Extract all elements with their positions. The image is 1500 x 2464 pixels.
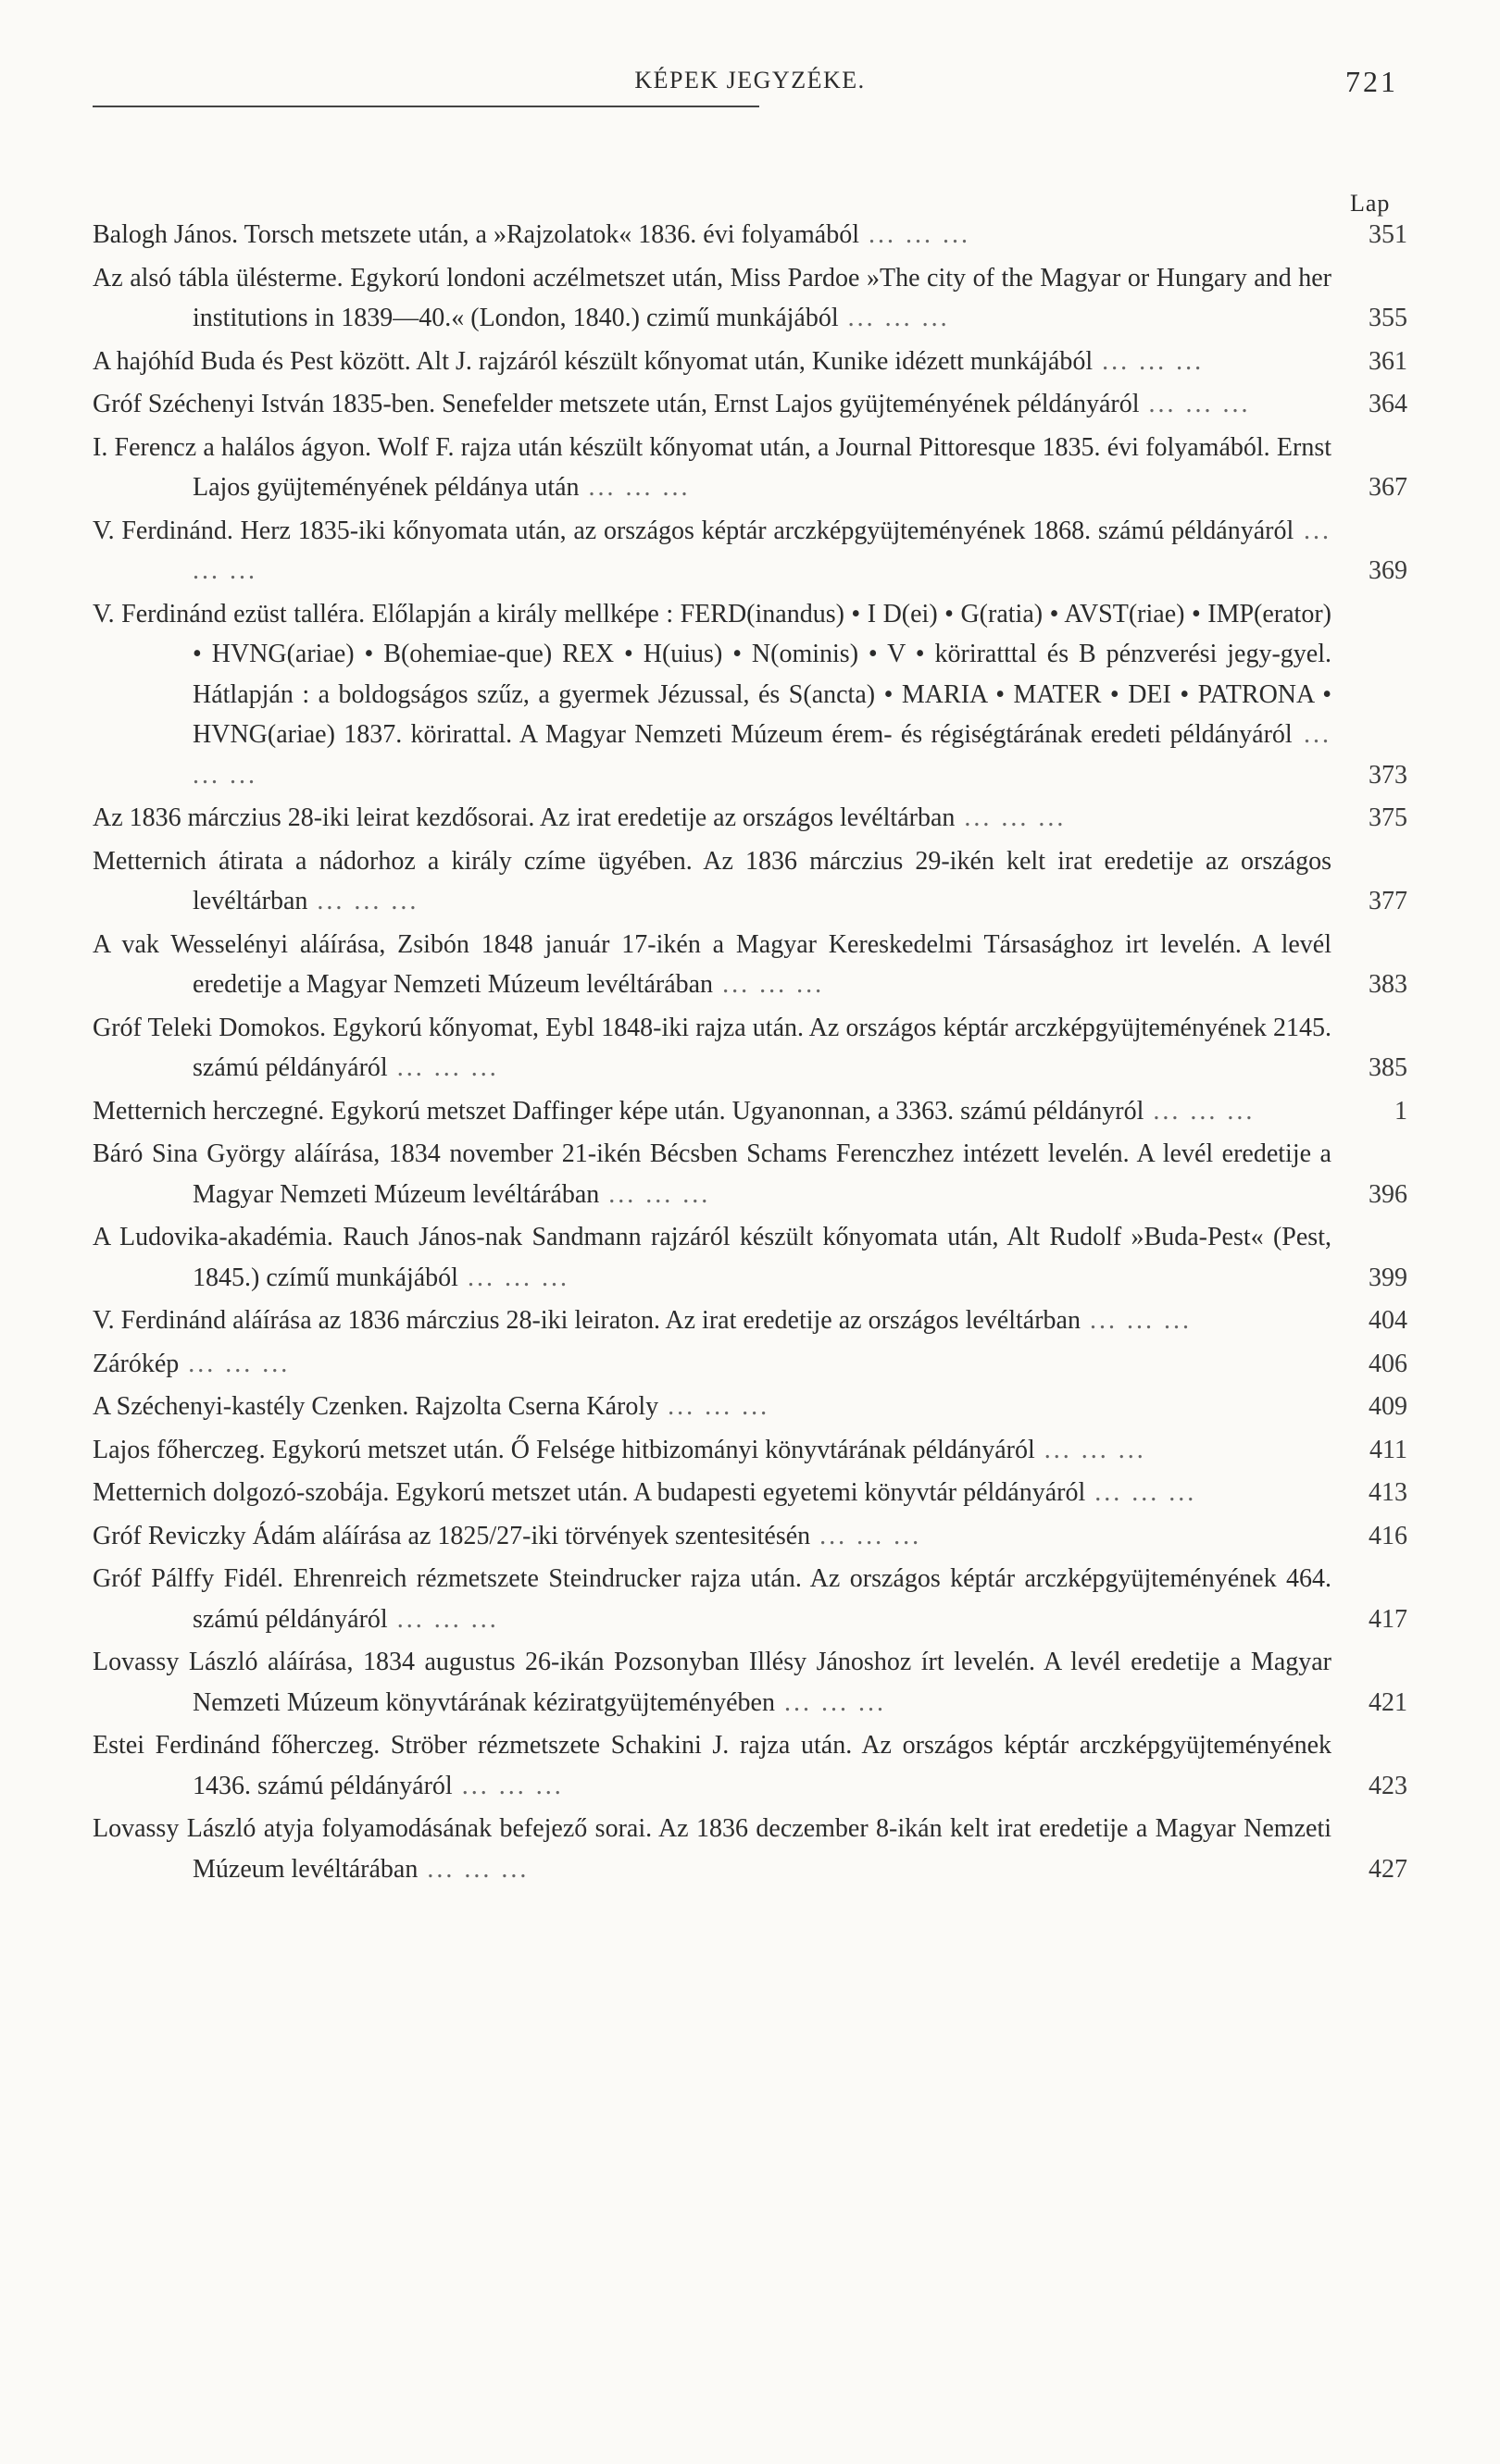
entry-description: Gróf Pálffy Fidél. Ehrenreich rézmetszete Steindrucker rajza után. Az országos képtár arczképgyüjteményének 464. számú példányáról [93,1564,1331,1634]
list-item [93,841,1407,922]
dot-leader: ... ... ... [658,1392,770,1421]
dot-leader: ... ... ... [387,1604,499,1634]
entry-description: A Ludovika-akadémia. Rauch János-nak Sandmann rajzáról készült kőnyomata után, Alt Rudolf »Buda-Pest« (Pest, 1845.) czímű munkájából [93,1223,1331,1292]
dot-leader: ... ... ... [810,1521,922,1550]
dot-leader: ... ... ... [452,1771,564,1800]
entry-description: A hajóhíd Buda és Pest között. Alt J. rajzáról készült kőnyomat után, Kunike idézett munkájából [93,346,1094,376]
list-item [93,1008,1407,1089]
entry-description: Gróf Reviczky Ádám aláírása az 1825/27-iki törvények szentesitésén [93,1521,811,1550]
list-item [93,1809,1407,1889]
entry-page-number: 375 [1369,803,1407,832]
list-item [93,594,1407,796]
entry-description: Estei Ferdinánd főherczeg. Ströber rézmetszete Schakini J. rajza után. Az országos képtár arczképgyüjteményének 1436. számú példányáról [93,1731,1331,1800]
dot-leader: ... ... ... [1139,390,1251,418]
entry-page-number: 361 [1369,346,1407,376]
list-item [93,798,1407,839]
entry-page-number: 369 [1369,556,1407,585]
list-item [93,258,1407,339]
page-column-label: Lap [1350,190,1391,217]
dot-leader: ... ... ... [1093,346,1205,376]
entry-description: Metternich dolgozó-szobája. Egykorú metszet után. A budapesti egyetemi könyvtár példányáról [93,1478,1086,1507]
entry-page-number: 416 [1369,1521,1407,1550]
entry-page-number: 351 [1369,220,1407,249]
entry-page-number: 364 [1369,390,1407,418]
entry-description: Báró Sina György aláírása, 1834 november 21-ikén Bécsben Schams Ferenczhez intézett levelén. A levél eredetije a Magyar Nemzeti Múzeum levéltárában [93,1139,1331,1209]
dot-leader: ... ... ... [579,473,691,502]
list-item [93,1217,1407,1298]
entry-page-number: 427 [1369,1854,1407,1884]
page-number: 721 [1345,65,1398,98]
entry-description: Lovassy László aláírása, 1834 augustus 26-ikán Pozsonyban Illésy Jánoshoz írt levelén. A levél eredetije a Magyar Nemzeti Múzeum könyvtárának kéziratgyüjteményében [93,1648,1331,1717]
list-item [93,1134,1407,1214]
dot-leader: ... ... ... [1085,1478,1197,1507]
entry-page-number: 413 [1369,1478,1407,1507]
entry-description: Az 1836 márczius 28-iki leirat kezdősorai. Az irat eredetije az országos levéltárban [93,803,956,832]
dot-leader: ... ... ... [713,970,825,999]
entry-description: Lajos főherczeg. Egykorú metszet után. Ő Felsége hitbizományi könyvtárának példányáról [93,1435,1035,1464]
running-title: KÉPEK JEGYZÉKE. [634,67,866,93]
dot-leader: ... ... ... [387,1053,499,1082]
dot-leader: ... ... ... [859,220,970,249]
entry-description: Zárókép [93,1349,180,1378]
entry-description: A vak Wesselényi aláírása, Zsibón 1848 január 17-ikén a Magyar Kereskedelmi Társasághoz irt levelén. A levél eredetije a Magyar Nemzeti Múzeum levéltárában [93,929,1331,999]
list-item [93,215,1407,255]
entry-description: Gróf Teleki Domokos. Egykorú kőnyomat, Eybl 1848-iki rajza után. Az országos képtár arczképgyüjteményének 2145. számú példányáról [93,1013,1331,1082]
dot-leader: ... ... ... [1034,1435,1146,1464]
header-rule [93,106,759,107]
entry-page-number: 417 [1369,1604,1407,1634]
dot-leader: ... ... ... [193,720,1331,790]
list-item [93,384,1407,425]
entry-page-number: 399 [1369,1263,1407,1292]
entry-page-number: 1 [1394,1096,1407,1126]
entry-page-number: 377 [1369,887,1407,915]
entry-description: Az alsó tábla ülésterme. Egykorú londoni aczélmetszet után, Miss Pardoe »The city of the Magyar or Hungary and her institutions in 1839—40.« (London, 1840.) czimű munkájából [93,263,1331,332]
entry-description: Metternich átirata a nádorhoz a király czíme ügyében. Az 1836 márczius 29-ikén kelt irat eredetije az országos levéltárban [93,846,1331,915]
list-item [93,1344,1407,1385]
entry-description: Metternich herczegné. Egykorú metszet Daffinger képe után. Ugyanonnan, a 3363. számú példányról [93,1096,1144,1126]
entry-page-number: 409 [1369,1392,1407,1421]
illustration-list [93,215,1407,1892]
list-item [93,428,1407,508]
entry-page-number: 355 [1369,304,1407,332]
entry-page-number: 383 [1369,970,1407,999]
list-item [93,1642,1407,1723]
dot-leader: ... ... ... [774,1687,886,1717]
list-item [93,1300,1407,1341]
dot-leader: ... ... ... [599,1179,711,1209]
entry-description: A Széchenyi-kastély Czenken. Rajzolta Cserna Károly [93,1392,659,1421]
dot-leader: ... ... ... [955,803,1067,832]
page-header [93,56,1407,107]
entry-description: Balogh János. Torsch metszete után, a »Rajzolatok« 1836. évi folyamából [93,220,859,249]
list-item [93,1430,1407,1471]
entry-page-number: 396 [1369,1179,1407,1209]
list-item [93,1725,1407,1806]
list-item [93,1516,1407,1557]
entry-description: I. Ferencz a halálos ágyon. Wolf F. rajza után készült kőnyomat után, a Journal Pittoresque 1835. évi folyamából. Ernst Lajos gyüjteményének példánya után [93,432,1331,502]
entry-page-number: 404 [1369,1306,1407,1335]
list-item [93,1559,1407,1639]
dot-leader: ... ... ... [1144,1096,1256,1126]
entry-page-number: 421 [1369,1687,1407,1717]
entry-page-number: 411 [1369,1435,1407,1464]
entry-description: V. Ferdinánd ezüst talléra. Előlapján a király mellképe : FERD(inandus) • I D(ei) • G(ratia) • AVST(riae) • IMP(erator) • HVNG(ariae) • B(ohemiae-que) REX • H(uius) • N(ominis) • V • köriratttal és B pénzverési jegy-gyel. Hátlapján : a boldogságos szűz, a gyermek Jézussal, és S(ancta) • MARIA • MATER • DEI • PATRONA • HVNG(ariae) 1837. körirattal. A Magyar Nemzeti Múzeum érem- és régiségtárának eredeti példányáról [93,599,1331,749]
entry-description: V. Ferdinánd aláírása az 1836 márczius 28-iki leiraton. Az irat eredetije az országos levéltárban [93,1306,1081,1335]
entry-page-number: 423 [1369,1771,1407,1800]
entry-page-number: 373 [1369,760,1407,790]
dot-leader: ... ... ... [307,887,419,915]
dot-leader: ... ... ... [457,1263,569,1292]
dot-leader: ... ... ... [193,516,1332,585]
list-item [93,1387,1407,1427]
entry-page-number: 406 [1369,1349,1407,1378]
entry-description: V. Ferdinánd. Herz 1835-iki kőnyomata után, az országos képtár arczképgyüjteményének 1868. számú példányáról [93,516,1294,545]
list-item [93,1473,1407,1513]
list-item [93,1091,1407,1132]
entry-description: Gróf Széchenyi István 1835-ben. Senefelder metszete után, Ernst Lajos gyüjteményének példányáról [93,390,1140,418]
list-item [93,511,1407,591]
dot-leader: ... ... ... [418,1854,530,1884]
dot-leader: ... ... ... [1080,1306,1192,1335]
dot-leader: ... ... ... [179,1349,291,1378]
entry-page-number: 385 [1369,1053,1407,1082]
list-item [93,342,1407,382]
dot-leader: ... ... ... [838,304,950,332]
entry-page-number: 367 [1369,473,1407,502]
entry-description: Lovassy László atyja folyamodásának befejező sorai. Az 1836 deczember 8-ikán kelt irat eredetije a Magyar Nemzeti Múzeum levéltárában [93,1814,1331,1884]
list-item [93,925,1407,1005]
